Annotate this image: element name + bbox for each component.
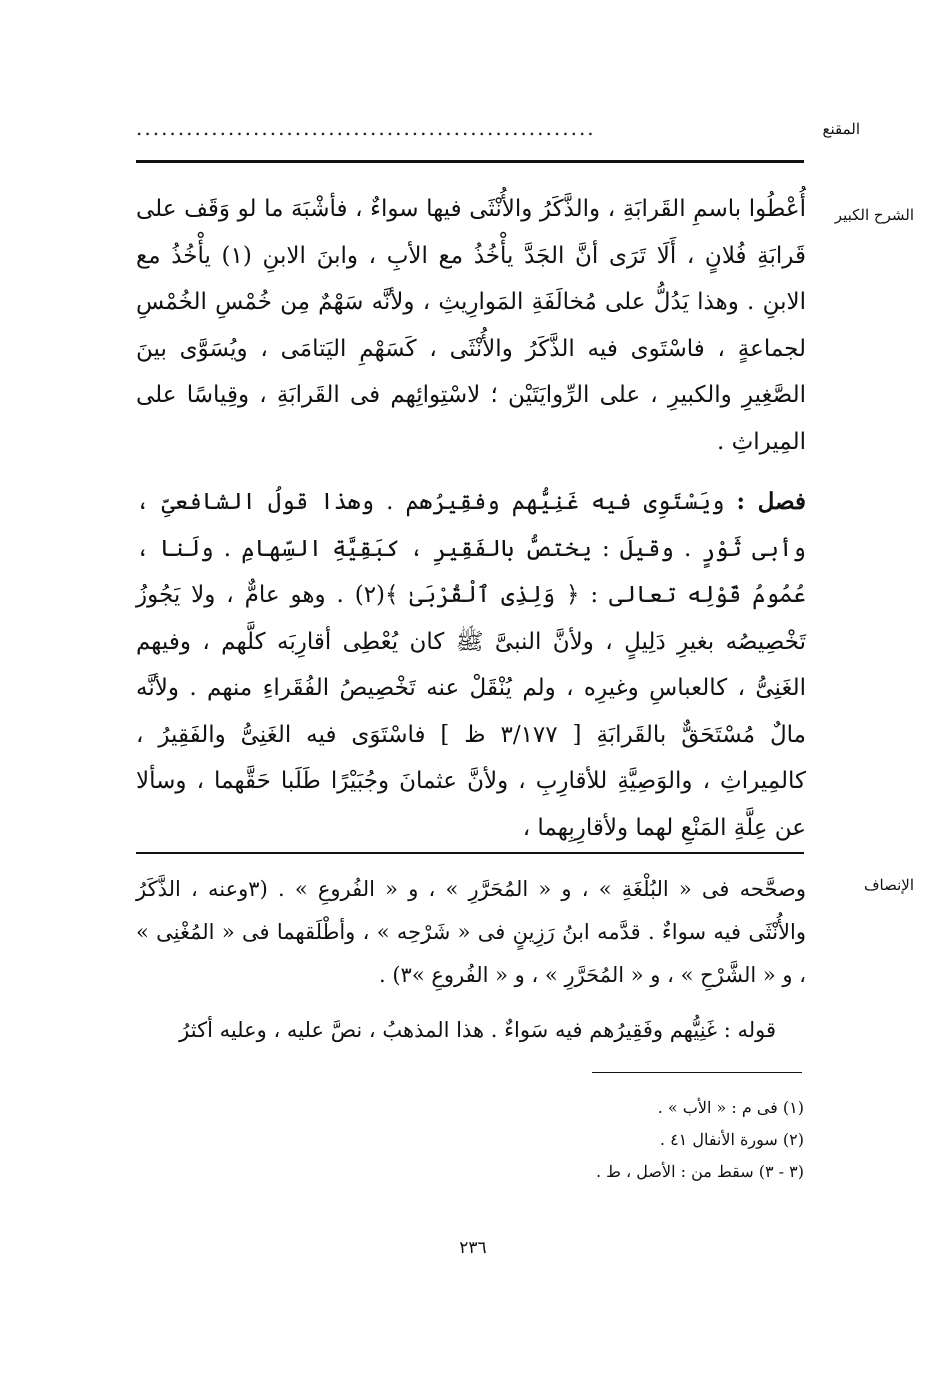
footnote-2: (٢) سورة الأنفال ٤١ .	[659, 1130, 804, 1149]
sharh-text-block	[136, 186, 806, 851]
insaf-section-label: الإنصاف	[863, 876, 914, 894]
footnote-1: (١) فى م : « الأب » .	[657, 1098, 804, 1117]
header-dotted-leader: .......................................................	[136, 116, 596, 140]
page-number: ٢٣٦	[459, 1238, 487, 1258]
insaf-paragraph-1: وصحَّحه فى « البُلْغَةِ » ، و « المُحَرَّرِ » ، و « الفُروعِ » . (٣وعنه ، الذَّكَرُ والأُنْثَى فيه سواءٌ . قدَّمه ابنُ رَزِينٍ فى « شَرْحِه » ، وأطْلَقهما فى « المُغْنِى » ، و « الشَّرْحِ » ، و « المُحَرَّرِ » ، و « الفُروعِ »٣) .	[136, 877, 806, 987]
sharh-section-label: الشرح الكبير	[834, 206, 914, 224]
header-rule	[136, 160, 804, 163]
running-header-title: المقنع	[822, 120, 860, 138]
sharh-paragraph-2-text: ويَسْتَوِى فيه غَنِيُّهم وفقِيرُهم . وهذا قولُ الشافعىِّ ، وأبى ثَوْرٍ . وقيلَ : يختصُّ بالفَقِيرِ ، كبَقِيَّةِ السِّهامِ . ولَنا ، عُمُومُ قَوْلِه تعالى : ﴿ وَلِذِى ٱلْقُرْبَىٰ ﴾(٢) . وهو عامٌّ ، ولا يَجُوزُ تَخْصِيصُه بغيرِ دَلِيلٍ ، ولأنَّ النبىَّ ﷺ كان يُعْطِى أقارِبَه كلَّهم ، وفيهم الغَنِىُّ ، كالعباسِ وغيرِه ، ولم يُنْقَلْ عنه تَخْصِيصُ الفُقَراءِ منهم . ولأنَّه مالٌ مُسْتَحَقٌّ بالقَرابَةِ [ ٣/١٧٧ ظ ] فاسْتَوَى فيه الغَنِىُّ والفَقِيرُ ، كالمِيراثِ ، والوَصِيَّةِ للأقارِبِ ، ولأنَّ عثمانَ وجُبَيْرًا طَلَبا حَقَّهما ، وسألا عن عِلَّةِ المَنْعِ لهما ولأقارِبِهما ،	[136, 489, 806, 841]
sharh-paragraph-1: أُعْطُوا باسمِ القَرابَةِ ، والذَّكَرُ والأُنْثَى فيها سواءٌ ، فأشْبَهَ ما لو وَقَف على قَرابَةِ فُلانٍ ، أَلَا تَرَى أنَّ الجَدَّ يأْخُذُ مع الأبِ ، وابنَ الابنِ (١) يأْخُذُ مع الابنِ . وهذا يَدُلُّ على مُخالَفَةِ المَوارِيثِ ، ولأنَّه سَهْمٌ مِن خُمْسِ الخُمْسِ لجماعةٍ ، فاسْتَوى فيه الذَّكَرُ والأُنْثَى ، كَسَهْمِ اليَتامَى ، ويُسَوَّى بينَ الصَّغِيرِ والكبيرِ ، على الرِّوايَتَيْن ؛ لاسْتِوائِهم فى القَرابَةِ ، وقِياسًا على المِيراثِ .	[136, 196, 806, 455]
section-divider	[136, 852, 804, 854]
insaf-text-block	[136, 868, 806, 1052]
insaf-paragraph-2: قوله : غَنِيُّهم وفَقِيرُهم فيه سَواءٌ . هذا المذهبُ ، نصَّ عليه ، وعليه أكثرُ	[179, 1018, 776, 1042]
fasl-heading: فصل :	[736, 488, 806, 515]
footnote-3: (٣ - ٣) سقط من : الأصل ، ط .	[595, 1162, 804, 1181]
footnote-rule	[592, 1072, 802, 1073]
sharh-paragraph-2	[136, 479, 806, 851]
footnotes	[400, 1092, 804, 1188]
